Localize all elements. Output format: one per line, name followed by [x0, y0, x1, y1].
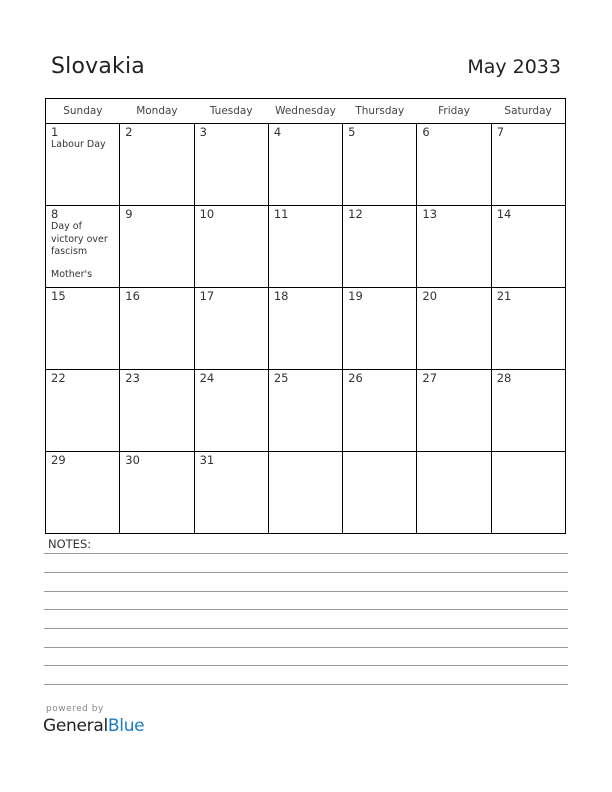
- day-cell: [120, 452, 194, 534]
- day-cell: [417, 124, 491, 206]
- week-row: [46, 288, 566, 370]
- empty-day-cell: [343, 452, 417, 534]
- day-number: 13: [422, 207, 438, 221]
- notes-label: NOTES:: [48, 537, 92, 551]
- day-cell: [491, 288, 565, 370]
- day-cell: [343, 288, 417, 370]
- holiday-label: Labour Day: [51, 139, 106, 150]
- notes-line: [44, 665, 568, 666]
- empty-day-cell: [268, 452, 342, 534]
- day-cell: [268, 288, 342, 370]
- day-cell: [417, 288, 491, 370]
- weekday-monday: Monday: [120, 99, 194, 124]
- day-cell: [343, 124, 417, 206]
- day-cell: [46, 206, 120, 288]
- notes-line: [44, 591, 568, 592]
- day-cell: [268, 206, 342, 288]
- day-cell: [46, 288, 120, 370]
- day-number: 4: [273, 125, 282, 139]
- day-number: 25: [273, 371, 289, 385]
- day-number: 3: [199, 125, 207, 139]
- holiday-label: Mother's: [51, 268, 93, 280]
- day-number: 2: [125, 125, 133, 139]
- day-number: 29: [51, 453, 66, 467]
- day-cell: [491, 206, 565, 288]
- day-cell: [268, 370, 342, 452]
- day-number: 30: [125, 453, 140, 467]
- brand-blue: Blue: [107, 716, 145, 736]
- empty-day-cell: [417, 452, 491, 534]
- day-cell: [120, 288, 194, 370]
- day-number: 16: [125, 289, 140, 303]
- notes-line: [44, 628, 568, 629]
- day-number: 7: [496, 125, 505, 139]
- notes-line: [44, 572, 568, 573]
- day-cell: [417, 370, 491, 452]
- day-number: 17: [199, 289, 215, 303]
- day-cell: [46, 124, 120, 206]
- day-cell: [194, 124, 268, 206]
- day-number: 26: [348, 371, 363, 385]
- day-cell: [417, 206, 491, 288]
- week-row: [46, 452, 566, 534]
- day-number: 6: [422, 125, 430, 139]
- week-row: [46, 124, 566, 206]
- day-number: 23: [125, 371, 140, 385]
- brand-general: General: [43, 716, 108, 736]
- day-number: 22: [51, 371, 66, 385]
- day-number: 10: [199, 207, 215, 221]
- weekday-wednesday: Wednesday: [268, 99, 342, 124]
- day-number: 27: [422, 371, 438, 385]
- weekday-thursday: Thursday: [343, 99, 417, 124]
- week-row: [46, 206, 566, 288]
- notes-line: [44, 684, 568, 685]
- weekday-header-row: [46, 99, 566, 124]
- day-cell: [194, 370, 268, 452]
- notes-line: [44, 609, 568, 610]
- day-number: 21: [496, 289, 512, 303]
- day-number: 5: [348, 125, 356, 139]
- weekday-sunday: Sunday: [46, 99, 120, 124]
- day-cell: [120, 370, 194, 452]
- month-year-title: May 2033: [467, 56, 561, 78]
- weekday-tuesday: Tuesday: [194, 99, 268, 124]
- powered-by-text: powered by: [46, 704, 104, 714]
- day-cell: [194, 206, 268, 288]
- day-cell: [268, 124, 342, 206]
- day-number: 9: [125, 207, 133, 221]
- weekday-saturday: Saturday: [491, 99, 565, 124]
- day-cell: [120, 206, 194, 288]
- empty-day-cell: [491, 452, 565, 534]
- day-cell: [343, 206, 417, 288]
- day-number: 11: [273, 207, 289, 221]
- day-number: 24: [199, 371, 215, 385]
- day-number: 28: [496, 371, 512, 385]
- notes-line: [44, 553, 568, 554]
- day-cell: [343, 370, 417, 452]
- week-row: [46, 370, 566, 452]
- generalblue-logo: [43, 716, 144, 736]
- weekday-friday: Friday: [417, 99, 491, 124]
- calendar-grid: [45, 98, 566, 534]
- day-cell: [194, 288, 268, 370]
- day-number: 31: [199, 453, 215, 467]
- day-cell: [46, 370, 120, 452]
- country-title: Slovakia: [51, 54, 145, 79]
- day-number: 1: [51, 125, 59, 139]
- day-number: 18: [273, 289, 289, 303]
- day-number: 14: [496, 207, 512, 221]
- day-number: 20: [422, 289, 438, 303]
- day-number: 15: [51, 289, 66, 303]
- day-cell: [194, 452, 268, 534]
- day-number: 8: [51, 207, 59, 221]
- day-number: 12: [348, 207, 363, 221]
- day-cell: [491, 370, 565, 452]
- day-cell: [46, 452, 120, 534]
- notes-line: [44, 647, 568, 648]
- day-number: 19: [348, 289, 363, 303]
- day-cell: [491, 124, 565, 206]
- day-cell: [120, 124, 194, 206]
- holiday-label: Day of victory over fascism: [51, 221, 108, 257]
